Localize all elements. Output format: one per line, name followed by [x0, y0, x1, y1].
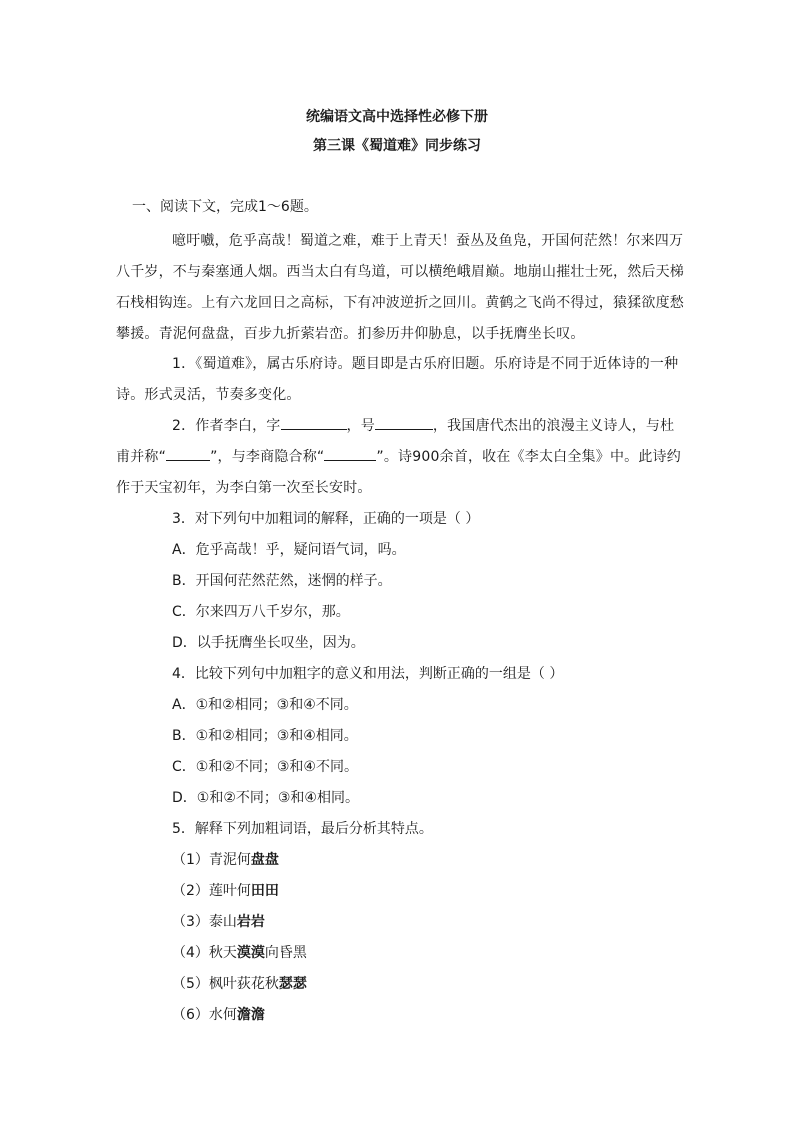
- q2-text-5: ”。诗900余首，收在《李太白全集》中。此诗约作于天宝初年，为李白第一次至长安时。: [116, 449, 681, 496]
- item-text-suffix: 向昏黑: [264, 945, 307, 961]
- passage: [116, 226, 686, 350]
- item-text: （5）枫叶荻花秋: [172, 976, 279, 992]
- question-4-option-b: B．①和②相同；③和④相同。: [172, 728, 358, 744]
- bold-word: 澹澹: [236, 1007, 265, 1023]
- item-text: （1）青泥何: [172, 852, 251, 868]
- answer-blank[interactable]: [166, 445, 210, 461]
- item-text: （6）水何: [172, 1007, 237, 1023]
- q2-text-4: ”，与李商隐合称“: [210, 449, 325, 465]
- q2-text-1: 2．作者李白，字: [172, 418, 281, 434]
- question-5-item: [172, 850, 279, 870]
- question-4-option-a: A．①和②相同；③和④不同。: [172, 697, 358, 713]
- question-4-stem: 4．比较下列句中加粗字的意义和用法，判断正确的一组是（ ）: [172, 666, 564, 682]
- question-1-text: 1．《蜀道难》，属古乐府诗。题目即是古乐府旧题。乐府诗是不同于近体诗的一种诗。形式灵活，节奏多变化。: [116, 356, 679, 403]
- document-subtitle: 第三课《蜀道难》同步练习: [313, 138, 481, 154]
- item-text: （4）秋天: [172, 945, 237, 961]
- question-3-option-a: A．危乎高哉！乎，疑问语气词，吗。: [172, 542, 406, 558]
- bold-word: 漠漠: [236, 945, 265, 961]
- q2-text-2: ，号: [346, 418, 375, 434]
- question-3-stem: 3．对下列句中加粗词的解释，正确的一项是（ ）: [172, 511, 480, 527]
- bold-word: 田田: [250, 883, 279, 899]
- answer-blank[interactable]: [375, 414, 433, 430]
- question-5-stem: 5．解释下列加粗词语，最后分析其特点。: [172, 821, 433, 837]
- bold-word: 岩岩: [236, 914, 265, 930]
- question-3-option-b: B．开国何茫然茫然，迷惘的样子。: [172, 573, 392, 589]
- question-5-item: [172, 974, 307, 994]
- item-text: （2）莲叶何: [172, 883, 251, 899]
- question-3-option-c: C．尔来四万八千岁尔，那。: [172, 604, 350, 620]
- question-3-option-d: D．以手抚膺坐长叹坐，因为。: [172, 635, 365, 651]
- question-5-item: [172, 1005, 265, 1025]
- document-title: 统编语文高中选择性必修下册: [306, 109, 488, 125]
- bold-word: 盘盘: [250, 852, 279, 868]
- question-1: [116, 349, 686, 411]
- question-2: [116, 411, 686, 504]
- answer-blank[interactable]: [281, 414, 347, 430]
- question-5-item: [172, 912, 265, 932]
- answer-blank[interactable]: [324, 445, 376, 461]
- q2-text-3: ，我国唐代杰出的浪漫主义诗人，与杜甫并称“: [116, 418, 675, 465]
- section-heading: 一、阅读下文，完成1～6题。: [132, 199, 318, 215]
- question-5-item: [172, 943, 307, 963]
- question-4-option-d: D．①和②不同；③和④相同。: [172, 790, 359, 806]
- passage-text: 噫吁嚱，危乎高哉！蜀道之难，难于上青天！蚕丛及鱼凫，开国何茫然！尔来四万八千岁，不与秦塞通人烟。西当太白有鸟道，可以横绝峨眉巅。地崩山摧壮士死，然后天梯石栈相钩连。上有六龙回日之高标，下有冲波逆折之回川。黄鹤之飞尚不得过，猿猱欲度愁攀援。青泥何盘盘，百步九折萦岩峦。扪参历井仰胁息，以手抚膺坐长叹。: [116, 233, 684, 342]
- question-5-item: [172, 881, 279, 901]
- question-4-option-c: C．①和②不同；③和④不同。: [172, 759, 358, 775]
- bold-word: 瑟瑟: [278, 976, 307, 992]
- item-text: （3）泰山: [172, 914, 237, 930]
